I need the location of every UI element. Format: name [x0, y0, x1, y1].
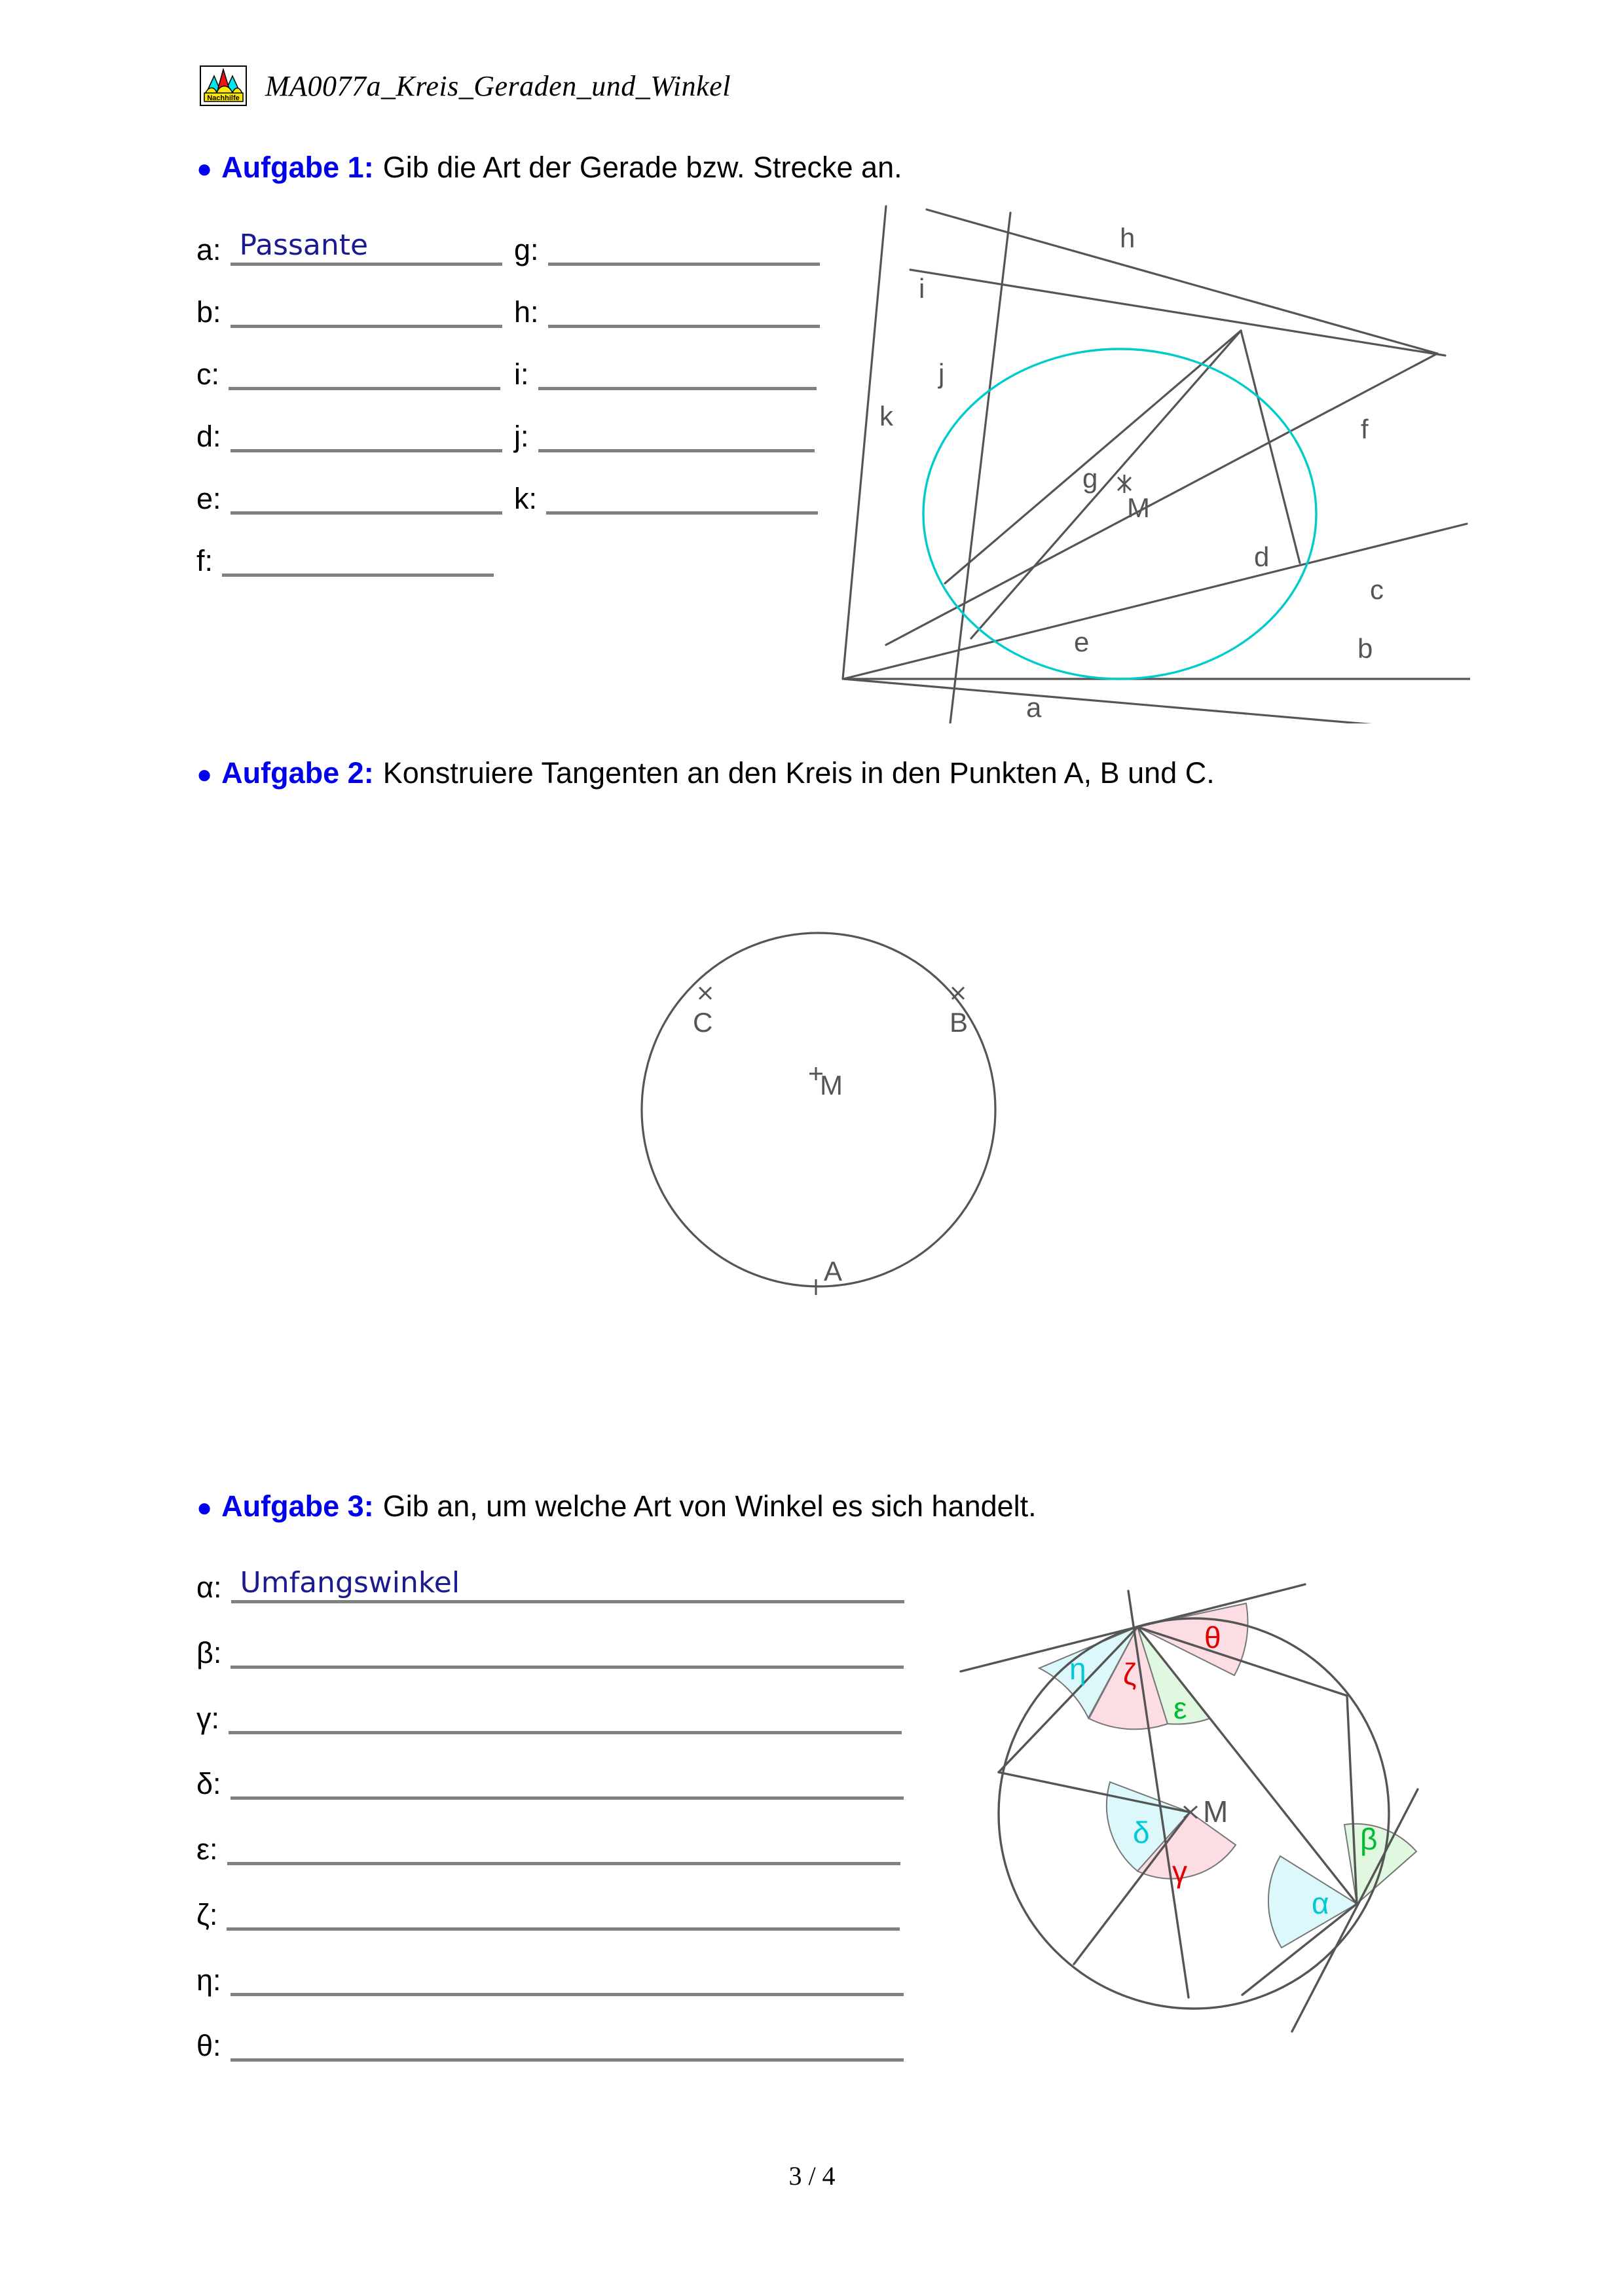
answer-blank-beta[interactable]: [231, 1635, 904, 1669]
answer-blank-h[interactable]: [548, 294, 820, 328]
line-a: [843, 679, 1398, 723]
answer-row-f[interactable]: [196, 535, 494, 577]
task2-point-label-b: B: [950, 1007, 969, 1038]
answer-row-eta[interactable]: [196, 1954, 904, 1996]
answer-key-alpha: α:: [196, 1571, 222, 1604]
figure-label-h: h: [1120, 223, 1135, 253]
answer-key-g: g:: [514, 233, 539, 266]
answer-key-k: k:: [514, 482, 538, 515]
answer-blank-zeta[interactable]: [227, 1897, 900, 1931]
angle-label-eta: η: [1069, 1652, 1086, 1686]
line-i: [910, 270, 1445, 355]
answer-value-beta: [231, 1663, 240, 1666]
angle-label-alpha: α: [1312, 1886, 1329, 1920]
task2-circle-figure: [609, 884, 1028, 1329]
task3-text: Gib an, um welche Art von Winkel es sich handelt.: [382, 1489, 1037, 1523]
answer-value-i: [538, 384, 547, 387]
page-footer: 3 / 4: [788, 2161, 836, 2191]
task1-heading: [196, 151, 902, 185]
answer-blank-gamma[interactable]: [229, 1700, 902, 1734]
task2-point-label-a: A: [824, 1256, 843, 1286]
answer-blank-d[interactable]: [231, 418, 502, 452]
answer-row-h[interactable]: [514, 286, 820, 328]
answer-row-k[interactable]: [514, 473, 818, 515]
answer-key-zeta: ζ:: [196, 1898, 218, 1931]
answer-blank-epsilon[interactable]: [227, 1831, 900, 1865]
task1-circle-lines-figure: [822, 193, 1470, 723]
task2-label: Aufgabe 2:: [221, 756, 374, 790]
answer-row-d[interactable]: [196, 410, 502, 452]
figure-label-g: g: [1082, 463, 1098, 494]
task1-center-mark: [1118, 475, 1131, 493]
line-g: [945, 331, 1241, 583]
answer-blank-i[interactable]: [538, 356, 817, 390]
nachhilfe-logo-icon: [200, 65, 247, 106]
answer-key-i: i:: [514, 357, 529, 391]
line-k: [843, 206, 886, 679]
figure-label-k: k: [879, 401, 893, 431]
angle-label-beta: β: [1360, 1822, 1378, 1856]
answer-value-b: [231, 322, 240, 325]
answer-row-b[interactable]: [196, 286, 502, 328]
task3-heading: [196, 1489, 1037, 1523]
answer-blank-theta[interactable]: [231, 2028, 904, 2062]
answer-blank-delta[interactable]: [231, 1766, 904, 1800]
answer-value-e: [231, 509, 240, 511]
task2-heading: [196, 756, 1215, 790]
answer-value-epsilon: [227, 1859, 236, 1862]
task1-text: Gib die Art der Gerade bzw. Strecke an.: [382, 151, 902, 184]
task3-center-label: M: [1203, 1795, 1228, 1829]
bullet-icon: ●: [196, 1493, 213, 1522]
answer-value-d: [231, 446, 240, 449]
answer-key-delta: δ:: [196, 1767, 221, 1800]
answer-blank-k[interactable]: [546, 481, 818, 515]
document-header: [200, 65, 731, 106]
answer-blank-b[interactable]: [231, 294, 502, 328]
answer-value-c: [229, 384, 238, 387]
answer-blank-j[interactable]: [538, 418, 815, 452]
answer-row-theta[interactable]: [196, 2020, 904, 2062]
answer-key-beta: β:: [196, 1636, 222, 1669]
task1-center-label: M: [1127, 492, 1150, 523]
answer-key-gamma: γ:: [196, 1702, 220, 1735]
angle-label-epsilon: ε: [1173, 1691, 1187, 1725]
answer-row-beta[interactable]: [196, 1627, 904, 1669]
document-title: MA0077a_Kreis_Geraden_und_Winkel: [265, 69, 731, 102]
answer-blank-a[interactable]: [231, 228, 502, 266]
task3-label: Aufgabe 3:: [221, 1489, 374, 1523]
answer-key-f: f:: [196, 544, 213, 577]
chord-leftpoint-M: [999, 1772, 1190, 1812]
answer-key-theta: θ:: [196, 2029, 221, 2062]
answer-value-delta: [231, 1794, 240, 1796]
answer-key-a: a:: [196, 233, 221, 266]
answer-value-g: [548, 260, 557, 263]
task3-angles-figure: [959, 1555, 1477, 2085]
bullet-icon: ●: [196, 155, 213, 183]
task1-label: Aufgabe 1:: [221, 151, 374, 184]
task2-point-label-c: C: [693, 1007, 713, 1038]
answer-row-alpha[interactable]: [196, 1561, 904, 1603]
answer-key-e: e:: [196, 482, 221, 515]
answer-key-epsilon: ε:: [196, 1832, 218, 1866]
answer-value-a: Passante: [239, 228, 369, 262]
figure-label-a: a: [1026, 692, 1042, 723]
figure-label-d: d: [1254, 541, 1270, 572]
answer-key-eta: η:: [196, 1963, 221, 1997]
answer-value-theta: [231, 2056, 240, 2058]
figure-label-i: i: [919, 273, 925, 304]
figure-label-j: j: [938, 358, 945, 389]
answer-key-h: h:: [514, 295, 539, 329]
task2-point-marks: [699, 987, 964, 1295]
logo-wordmark: Nachhilfe: [207, 94, 240, 102]
line-d: [1241, 331, 1300, 563]
answer-value-h: [548, 322, 557, 325]
answer-value-f: [222, 571, 231, 574]
answer-blank-alpha[interactable]: [231, 1566, 904, 1603]
figure-label-e: e: [1074, 627, 1090, 657]
answer-row-a[interactable]: [196, 224, 502, 266]
answer-row-epsilon[interactable]: [196, 1823, 900, 1865]
task2-circle: [642, 933, 995, 1286]
answer-key-j: j:: [514, 420, 529, 453]
bullet-icon: ●: [196, 760, 213, 789]
angle-label-theta: θ: [1204, 1620, 1221, 1654]
answer-value-zeta: [227, 1925, 236, 1927]
answer-blank-f[interactable]: [222, 543, 494, 577]
answer-row-e[interactable]: [196, 473, 502, 515]
answer-blank-g[interactable]: [548, 232, 820, 266]
answer-key-b: b:: [196, 295, 221, 329]
answer-row-zeta[interactable]: [196, 1889, 900, 1931]
answer-row-j[interactable]: [514, 410, 815, 452]
answer-value-gamma: [229, 1728, 238, 1731]
answer-key-d: d:: [196, 420, 221, 453]
answer-value-j: [538, 446, 547, 449]
angle-label-delta: δ: [1133, 1815, 1150, 1850]
angle-label-gamma: γ: [1172, 1855, 1187, 1889]
answer-value-alpha: Umfangswinkel: [240, 1566, 460, 1599]
answer-value-eta: [231, 1990, 240, 1993]
answer-blank-c[interactable]: [229, 356, 500, 390]
figure-label-b-visible: b: [1357, 633, 1373, 664]
task2-center-label: M: [820, 1070, 843, 1101]
answer-row-delta[interactable]: [196, 1758, 904, 1800]
answer-blank-eta[interactable]: [231, 1962, 904, 1996]
task2-text: Konstruiere Tangenten an den Kreis in den Punkten A, B und C.: [382, 756, 1215, 790]
figure-label-f: f: [1361, 414, 1369, 445]
answer-blank-e[interactable]: [231, 481, 502, 515]
answer-row-gamma[interactable]: [196, 1692, 902, 1734]
angle-label-zeta: ζ: [1123, 1657, 1137, 1691]
figure-label-c: c: [1370, 574, 1384, 605]
answer-row-i[interactable]: [514, 348, 817, 390]
answer-row-g[interactable]: [514, 224, 820, 266]
angle-sectors: [1039, 1603, 1416, 1948]
answer-row-c[interactable]: [196, 348, 500, 390]
answer-key-c: c:: [196, 357, 220, 391]
answer-value-k: [546, 509, 555, 511]
